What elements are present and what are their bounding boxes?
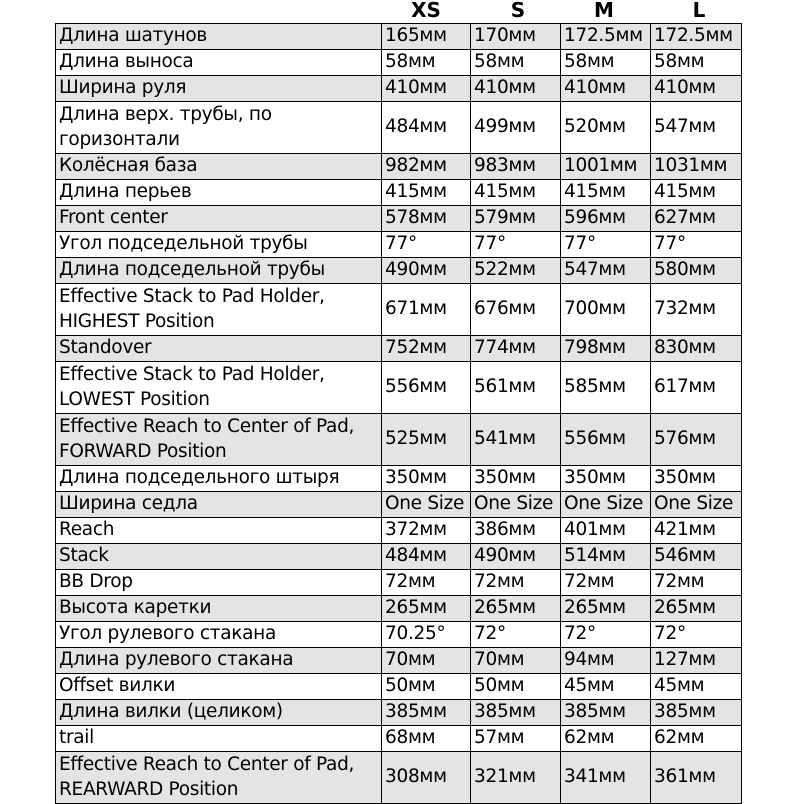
row-label: Effective Reach to Center of Pad, REARWARD Position bbox=[56, 752, 382, 804]
value-cell-l: 576мм bbox=[651, 414, 742, 466]
value-cell-s: 676мм bbox=[471, 284, 561, 336]
row-label: Offset вилки bbox=[56, 674, 382, 700]
table-row bbox=[56, 76, 742, 102]
value-cell-m: 547мм bbox=[561, 258, 651, 284]
value-cell-l: 385мм bbox=[651, 700, 742, 726]
value-cell-s: 57мм bbox=[471, 726, 561, 752]
row-label: Колёсная база bbox=[56, 154, 382, 180]
value-cell-m: 520мм bbox=[561, 102, 651, 154]
value-cell-m: 410мм bbox=[561, 76, 651, 102]
value-cell-l: 350мм bbox=[651, 466, 742, 492]
value-cell-s: 350мм bbox=[471, 466, 561, 492]
value-cell-xs: 77° bbox=[382, 232, 471, 258]
table-row bbox=[56, 284, 742, 336]
value-cell-m: 585мм bbox=[561, 362, 651, 414]
value-cell-xs: 410мм bbox=[382, 76, 471, 102]
value-cell-xs: 68мм bbox=[382, 726, 471, 752]
value-cell-xs: 58мм bbox=[382, 50, 471, 76]
row-label: Effective Stack to Pad Holder, HIGHEST Position bbox=[56, 284, 382, 336]
value-cell-l: 830мм bbox=[651, 336, 742, 362]
value-cell-s: 265мм bbox=[471, 596, 561, 622]
row-label: Высота каретки bbox=[56, 596, 382, 622]
value-cell-s: One Size bbox=[471, 492, 561, 518]
value-cell-xs: 415мм bbox=[382, 180, 471, 206]
value-cell-m: 72° bbox=[561, 622, 651, 648]
row-label: Front center bbox=[56, 206, 382, 232]
value-cell-xs: 490мм bbox=[382, 258, 471, 284]
row-label: Длина верх. трубы, по горизонтали bbox=[56, 102, 382, 154]
value-cell-s: 415мм bbox=[471, 180, 561, 206]
value-cell-xs: 484мм bbox=[382, 544, 471, 570]
size-header-xs: XS bbox=[411, 0, 441, 22]
value-cell-l: 361мм bbox=[651, 752, 742, 804]
value-cell-xs: 165мм bbox=[382, 24, 471, 50]
table-row bbox=[56, 648, 742, 674]
value-cell-s: 410мм bbox=[471, 76, 561, 102]
row-label: Длина рулевого стакана bbox=[56, 648, 382, 674]
row-label: Длина подседельной трубы bbox=[56, 258, 382, 284]
table-row bbox=[56, 154, 742, 180]
table-row bbox=[56, 674, 742, 700]
table-row bbox=[56, 544, 742, 570]
value-cell-l: 627мм bbox=[651, 206, 742, 232]
value-cell-m: 556мм bbox=[561, 414, 651, 466]
value-cell-xs: 385мм bbox=[382, 700, 471, 726]
table-row bbox=[56, 24, 742, 50]
size-header bbox=[0, 0, 800, 22]
table-row bbox=[56, 752, 742, 804]
value-cell-l: 410мм bbox=[651, 76, 742, 102]
value-cell-m: 596мм bbox=[561, 206, 651, 232]
table-row bbox=[56, 596, 742, 622]
row-label: Stack bbox=[56, 544, 382, 570]
value-cell-l: 732мм bbox=[651, 284, 742, 336]
value-cell-l: 547мм bbox=[651, 102, 742, 154]
table-row bbox=[56, 102, 742, 154]
table-row bbox=[56, 336, 742, 362]
table-row bbox=[56, 466, 742, 492]
value-cell-xs: 578мм bbox=[382, 206, 471, 232]
value-cell-l: 62мм bbox=[651, 726, 742, 752]
size-header-m: M bbox=[594, 0, 614, 22]
value-cell-l: 617мм bbox=[651, 362, 742, 414]
value-cell-m: 172.5мм bbox=[561, 24, 651, 50]
value-cell-xs: 525мм bbox=[382, 414, 471, 466]
table-row bbox=[56, 206, 742, 232]
value-cell-s: 72° bbox=[471, 622, 561, 648]
row-label: trail bbox=[56, 726, 382, 752]
value-cell-l: 172.5мм bbox=[651, 24, 742, 50]
table-row bbox=[56, 570, 742, 596]
value-cell-xs: 752мм bbox=[382, 336, 471, 362]
value-cell-s: 58мм bbox=[471, 50, 561, 76]
value-cell-m: 514мм bbox=[561, 544, 651, 570]
row-label: Effective Stack to Pad Holder, LOWEST Position bbox=[56, 362, 382, 414]
value-cell-xs: 72мм bbox=[382, 570, 471, 596]
value-cell-m: 1001мм bbox=[561, 154, 651, 180]
value-cell-l: 127мм bbox=[651, 648, 742, 674]
value-cell-xs: 50мм bbox=[382, 674, 471, 700]
table-row bbox=[56, 726, 742, 752]
table-row bbox=[56, 258, 742, 284]
row-label: Effective Reach to Center of Pad, FORWARD Position bbox=[56, 414, 382, 466]
value-cell-xs: 70мм bbox=[382, 648, 471, 674]
value-cell-s: 579мм bbox=[471, 206, 561, 232]
value-cell-m: 385мм bbox=[561, 700, 651, 726]
row-label: BB Drop bbox=[56, 570, 382, 596]
row-label: Длина выноса bbox=[56, 50, 382, 76]
value-cell-s: 72мм bbox=[471, 570, 561, 596]
value-cell-l: 580мм bbox=[651, 258, 742, 284]
value-cell-m: 45мм bbox=[561, 674, 651, 700]
table-row bbox=[56, 50, 742, 76]
value-cell-m: 798мм bbox=[561, 336, 651, 362]
value-cell-l: 72мм bbox=[651, 570, 742, 596]
value-cell-s: 386мм bbox=[471, 518, 561, 544]
row-label: Угол подседельной трубы bbox=[56, 232, 382, 258]
value-cell-xs: 350мм bbox=[382, 466, 471, 492]
table-row bbox=[56, 518, 742, 544]
size-header-l: L bbox=[692, 0, 706, 22]
value-cell-s: 50мм bbox=[471, 674, 561, 700]
value-cell-m: 415мм bbox=[561, 180, 651, 206]
table-row bbox=[56, 414, 742, 466]
row-label: Длина вилки (целиком) bbox=[56, 700, 382, 726]
value-cell-s: 774мм bbox=[471, 336, 561, 362]
table-row bbox=[56, 232, 742, 258]
value-cell-l: 58мм bbox=[651, 50, 742, 76]
value-cell-l: 415мм bbox=[651, 180, 742, 206]
value-cell-m: 350мм bbox=[561, 466, 651, 492]
table-row bbox=[56, 700, 742, 726]
value-cell-s: 499мм bbox=[471, 102, 561, 154]
value-cell-s: 490мм bbox=[471, 544, 561, 570]
value-cell-m: 72мм bbox=[561, 570, 651, 596]
value-cell-s: 77° bbox=[471, 232, 561, 258]
value-cell-m: 341мм bbox=[561, 752, 651, 804]
size-header-s: S bbox=[510, 0, 526, 22]
value-cell-l: 546мм bbox=[651, 544, 742, 570]
value-cell-s: 522мм bbox=[471, 258, 561, 284]
value-cell-l: 77° bbox=[651, 232, 742, 258]
value-cell-l: 45мм bbox=[651, 674, 742, 700]
value-cell-m: 401мм bbox=[561, 518, 651, 544]
value-cell-s: 561мм bbox=[471, 362, 561, 414]
row-label: Длина подседельного штыря bbox=[56, 466, 382, 492]
value-cell-xs: 484мм bbox=[382, 102, 471, 154]
value-cell-s: 170мм bbox=[471, 24, 561, 50]
value-cell-l: 1031мм bbox=[651, 154, 742, 180]
value-cell-m: 94мм bbox=[561, 648, 651, 674]
value-cell-xs: 671мм bbox=[382, 284, 471, 336]
value-cell-l: 265мм bbox=[651, 596, 742, 622]
value-cell-s: 70мм bbox=[471, 648, 561, 674]
row-label: Длина перьев bbox=[56, 180, 382, 206]
row-label: Длина шатунов bbox=[56, 24, 382, 50]
value-cell-m: 77° bbox=[561, 232, 651, 258]
value-cell-s: 983мм bbox=[471, 154, 561, 180]
value-cell-s: 385мм bbox=[471, 700, 561, 726]
value-cell-l: 72° bbox=[651, 622, 742, 648]
value-cell-xs: 982мм bbox=[382, 154, 471, 180]
row-label: Standover bbox=[56, 336, 382, 362]
value-cell-xs: 265мм bbox=[382, 596, 471, 622]
value-cell-l: One Size bbox=[651, 492, 742, 518]
value-cell-s: 321мм bbox=[471, 752, 561, 804]
table-row bbox=[56, 362, 742, 414]
value-cell-xs: One Size bbox=[382, 492, 471, 518]
row-label: Ширина седла bbox=[56, 492, 382, 518]
row-label: Ширина руля bbox=[56, 76, 382, 102]
value-cell-s: 541мм bbox=[471, 414, 561, 466]
row-label: Угол рулевого стакана bbox=[56, 622, 382, 648]
value-cell-m: 265мм bbox=[561, 596, 651, 622]
table-row bbox=[56, 492, 742, 518]
value-cell-xs: 308мм bbox=[382, 752, 471, 804]
value-cell-m: 62мм bbox=[561, 726, 651, 752]
geometry-table bbox=[55, 23, 742, 804]
row-label: Reach bbox=[56, 518, 382, 544]
value-cell-m: 58мм bbox=[561, 50, 651, 76]
value-cell-m: 700мм bbox=[561, 284, 651, 336]
value-cell-m: One Size bbox=[561, 492, 651, 518]
value-cell-l: 421мм bbox=[651, 518, 742, 544]
table-row bbox=[56, 622, 742, 648]
value-cell-xs: 70.25° bbox=[382, 622, 471, 648]
table-row bbox=[56, 180, 742, 206]
value-cell-xs: 556мм bbox=[382, 362, 471, 414]
value-cell-xs: 372мм bbox=[382, 518, 471, 544]
